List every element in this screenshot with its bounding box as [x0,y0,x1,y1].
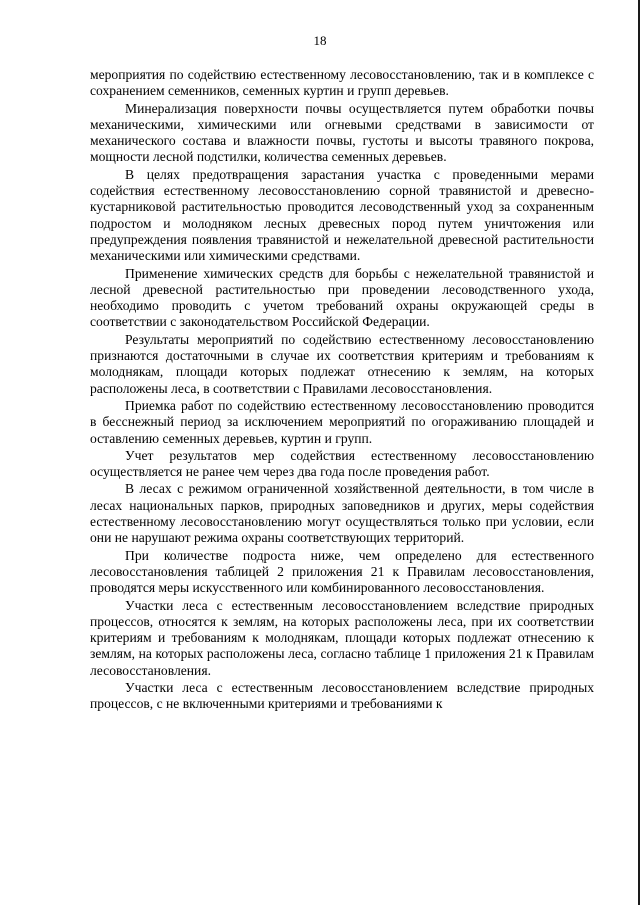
paragraph-undergrowth: При количестве подроста ниже, чем определено для естественного лесовосстановления таблицей 2 приложения 21 к Правилам лесовосстановления, проводятся меры искусственного или комбинированного лесовосстановления. [90,547,594,596]
paragraph-chemical-means: Применение химических средств для борьбы с нежелательной травянистой и лесной древесной растительностью при проведении лесоводственного ухода, необходимо проводить с учетом требований охраны окружающей среды в соответствии с законодательством Российской Федерации. [90,265,594,330]
paragraph-accounting: Учет результатов мер содействия естественному лесовосстановлению осуществляется не ранее чем через два года после проведения работ. [90,447,594,480]
paragraph-soil-mineralization: Минерализация поверхности почвы осуществляется путем обработки почвы механическими, химическими или огневыми средствами в зависимости от механического состава и влажности почвы, густоты и высоты травяного покрова, мощности лесной подстилки, количества семенных деревьев. [90,100,594,165]
paragraph-results: Результаты мероприятий по содействию естественному лесовосстановлению признаются достаточными в случае их соответствия критериям и требованиям к молоднякам, площади которых подлежат отнесению к землям, на которых расположены леса, в соответствии с Правилами лесовосстановления. [90,331,594,396]
paragraph-natural-areas: Участки леса с естественным лесовосстановлением вследствие природных процессов, относятся к землям, на которых расположены леса, при их соответствии критериям и требованиям к молоднякам, площади которых подлежат отнесению к землям, на которых расположены леса, согласно таблице 1 приложения 21 к Правилам лесовосстановления. [90,597,594,678]
paragraph-acceptance: Приемка работ по содействию естественному лесовосстановлению проводится в бесснежный период за исключением мероприятий по огораживанию площадей и оставлению семенных деревьев, куртин и групп. [90,397,594,446]
document-body [90,67,594,714]
page-number: 18 [313,33,327,48]
paragraph-forest-care: В целях предотвращения зарастания участка с проведенными мерами содействия естественному лесовосстановлению сорной травянистой и древесно-кустарниковой растительностью проводится лесоводственный уход за сохраненным подростом и молодняком лесных древесных пород путем уничтожения или предупреждения появления травянистой и нежелательной древесной растительности механическими или химическими средствами. [90,166,594,264]
paragraph-restricted-forests: В лесах с режимом ограниченной хозяйственной деятельности, в том числе в лесах национальных парков, природных заповедников и других, меры содействия естественному лесовосстановлению могут осуществляться только при условии, если они не нарушают режима охраны соответствующих территорий. [90,481,594,546]
paragraph-natural-areas-excluded: Участки леса с естественным лесовосстановлением вследствие природных процессов, с не включенными критериями и требованиями к [90,679,594,712]
paragraph-continuation: мероприятия по содействию естественному лесовосстановлению, так и в комплексе с сохранением семенников, семенных куртин и групп деревьев. [90,67,594,99]
